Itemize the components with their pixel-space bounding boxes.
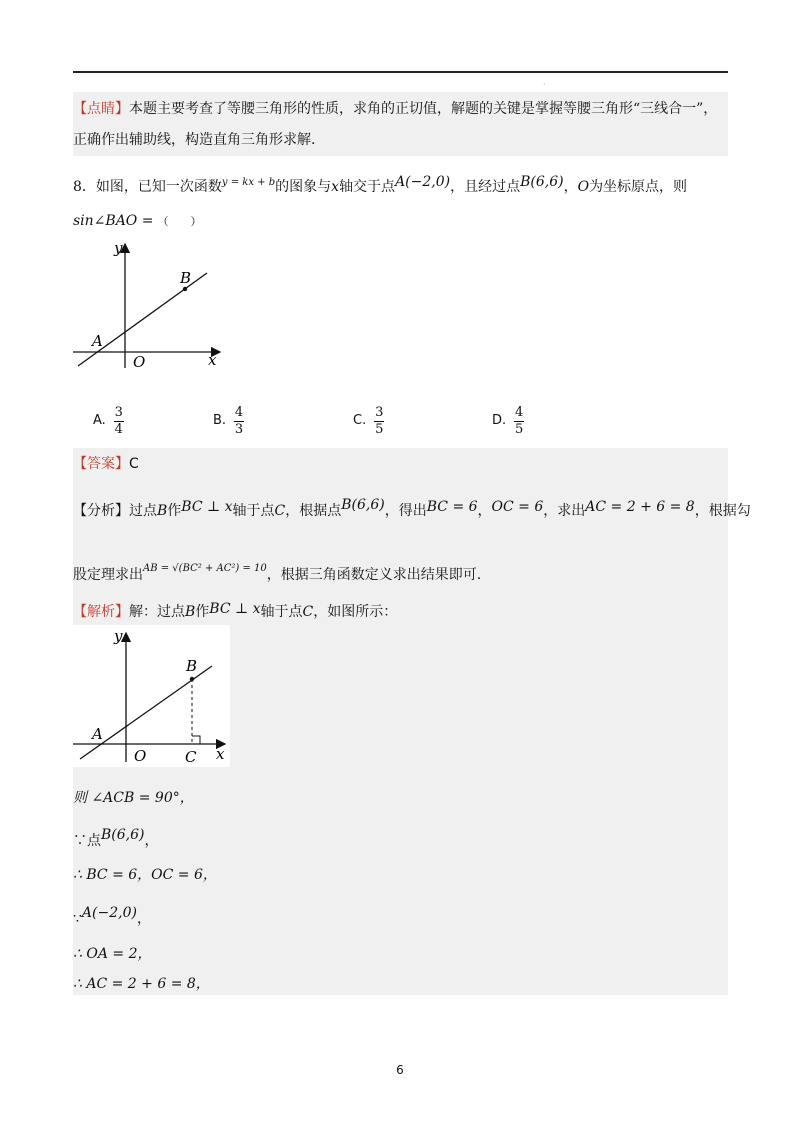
- option-c[interactable]: [353, 404, 384, 438]
- question-text: ，且经过点: [450, 179, 521, 195]
- function-expr: y = kx + b: [221, 177, 276, 188]
- solution-step1: [73, 789, 194, 807]
- fraction: [114, 406, 124, 437]
- step-text: 则 ∠ACB = 90°，: [73, 790, 194, 806]
- ac-expr: AC = 2 + 6 = 8: [585, 499, 695, 515]
- option-b[interactable]: [213, 404, 244, 438]
- option-letter: C.: [353, 413, 367, 428]
- dianjing-line2: 正确作出辅助线，构造直角三角形求解.: [73, 132, 316, 148]
- page-number: 6: [396, 1063, 404, 1077]
- var-b: B: [157, 503, 168, 519]
- solution-step3: [73, 866, 217, 884]
- var-c: C: [274, 503, 286, 519]
- solution-step6: [73, 975, 210, 993]
- figure-1-graph: [70, 238, 230, 373]
- step-text: ∴ BC = 6，OC = 6，: [73, 867, 217, 883]
- x-var: x: [331, 179, 340, 195]
- label-y: y: [114, 239, 123, 257]
- label-x: x: [216, 745, 225, 763]
- question-text: 为坐标原点，则: [589, 179, 688, 195]
- dianjing-tag: 【点睛】: [73, 101, 129, 117]
- label-y: y: [114, 627, 123, 645]
- option-d[interactable]: [492, 404, 524, 438]
- var-b: B: [185, 604, 196, 620]
- oc-expr: OC = 6: [491, 499, 544, 515]
- analysis-line1: [73, 496, 751, 520]
- option-letter: D.: [492, 413, 507, 428]
- dianjing-line1: [73, 100, 717, 118]
- var-c: C: [302, 604, 314, 620]
- answer-blank: （ ）: [157, 215, 202, 228]
- analysis-text: ，根据勾: [694, 503, 751, 519]
- step-text: ∵点: [73, 833, 101, 849]
- analysis-text: 过点: [129, 503, 157, 519]
- point-a: A(−2,0): [81, 905, 137, 921]
- figure-2-graph: [70, 625, 230, 767]
- analysis-text: ，根据点: [285, 503, 342, 519]
- option-letter: B.: [213, 413, 227, 428]
- solution-text: 解：过点: [129, 604, 185, 620]
- analysis-text: ，根据三角函数定义求出结果即可.: [266, 567, 482, 583]
- denominator: 5: [375, 421, 384, 437]
- label-b: B: [186, 657, 198, 675]
- fraction: [374, 406, 384, 437]
- bc-expr: BC = 6: [426, 499, 478, 515]
- ab-expr: AB = √(BC² + AC²) = 10: [143, 563, 267, 574]
- question-number: 8．: [73, 179, 96, 195]
- denominator: 3: [234, 421, 244, 437]
- analysis-text: 股定理求出: [73, 567, 143, 583]
- sin-expression: sin∠BAO =: [73, 213, 154, 229]
- step-text: ∵: [73, 911, 82, 927]
- question-text: 的图象与: [275, 179, 332, 195]
- analysis-text: ，求出: [543, 503, 586, 519]
- fraction: [234, 406, 244, 437]
- perp-expr: BC ⊥ x: [209, 601, 261, 617]
- denominator: 5: [515, 421, 524, 437]
- label-a: A: [92, 332, 103, 350]
- dianjing-text: 本题主要考查了等腰三角形的性质，求角的正切值，解题的关键是掌握等腰三角形“三线合一”，: [129, 101, 718, 117]
- numerator: 3: [375, 404, 384, 420]
- analysis-text: 作: [167, 503, 182, 519]
- option-a[interactable]: [93, 404, 124, 438]
- solution-step4: [73, 904, 151, 928]
- step-text: ∴ OA = 2，: [73, 946, 152, 962]
- question-text: 轴交于点: [339, 179, 396, 195]
- step-text: ∴ AC = 2 + 6 = 8，: [73, 976, 210, 992]
- point-b: B(6,6): [520, 174, 564, 190]
- label-o: O: [133, 353, 146, 371]
- step-text: ，: [136, 911, 151, 927]
- right-angle-mark: [192, 736, 200, 744]
- answer-value: C: [129, 456, 139, 472]
- answer-line: [73, 455, 139, 473]
- label-o: O: [134, 747, 147, 765]
- analysis-text: ，: [477, 503, 492, 519]
- solution-text: 轴于点: [260, 604, 303, 620]
- point-b-dot: [190, 677, 194, 681]
- label-b: B: [180, 269, 192, 287]
- header-rule: [73, 71, 728, 73]
- denominator: 4: [114, 421, 123, 437]
- option-letter: A.: [93, 413, 106, 428]
- label-a: A: [92, 725, 103, 743]
- fraction: [514, 406, 524, 437]
- point-b-dot: [183, 287, 187, 291]
- numerator: 3: [114, 404, 123, 420]
- point-b: B(6,6): [341, 497, 385, 513]
- analysis-tag: 【分析】: [73, 503, 129, 519]
- label-c: C: [185, 748, 197, 766]
- solution-text: ，如图所示：: [313, 604, 398, 620]
- analysis-text: ，得出: [384, 503, 427, 519]
- numerator: 4: [234, 404, 244, 420]
- header-mark: ·: [543, 80, 546, 89]
- solution-step2: [73, 826, 158, 850]
- point-a: A(−2,0): [395, 174, 451, 190]
- origin-var: O: [577, 179, 590, 195]
- analysis-line2: [73, 560, 481, 584]
- analysis-text: 轴于点: [232, 503, 275, 519]
- solution-text: 作: [195, 604, 210, 620]
- solution-tag: 【解析】: [73, 604, 129, 620]
- point-b: B(6,6): [101, 827, 145, 843]
- numerator: 4: [515, 404, 524, 420]
- label-x: x: [208, 351, 217, 369]
- question-8-line2: [73, 212, 201, 231]
- question-8-line1: [73, 173, 687, 196]
- perp-expr: BC ⊥ x: [181, 499, 233, 515]
- solution-step5: [73, 945, 151, 963]
- solution-line1: [73, 600, 397, 621]
- question-text: ，: [563, 179, 578, 195]
- answer-tag: 【答案】: [73, 456, 129, 472]
- step-text: ，: [144, 833, 159, 849]
- question-text: 如图，已知一次函数: [95, 179, 222, 195]
